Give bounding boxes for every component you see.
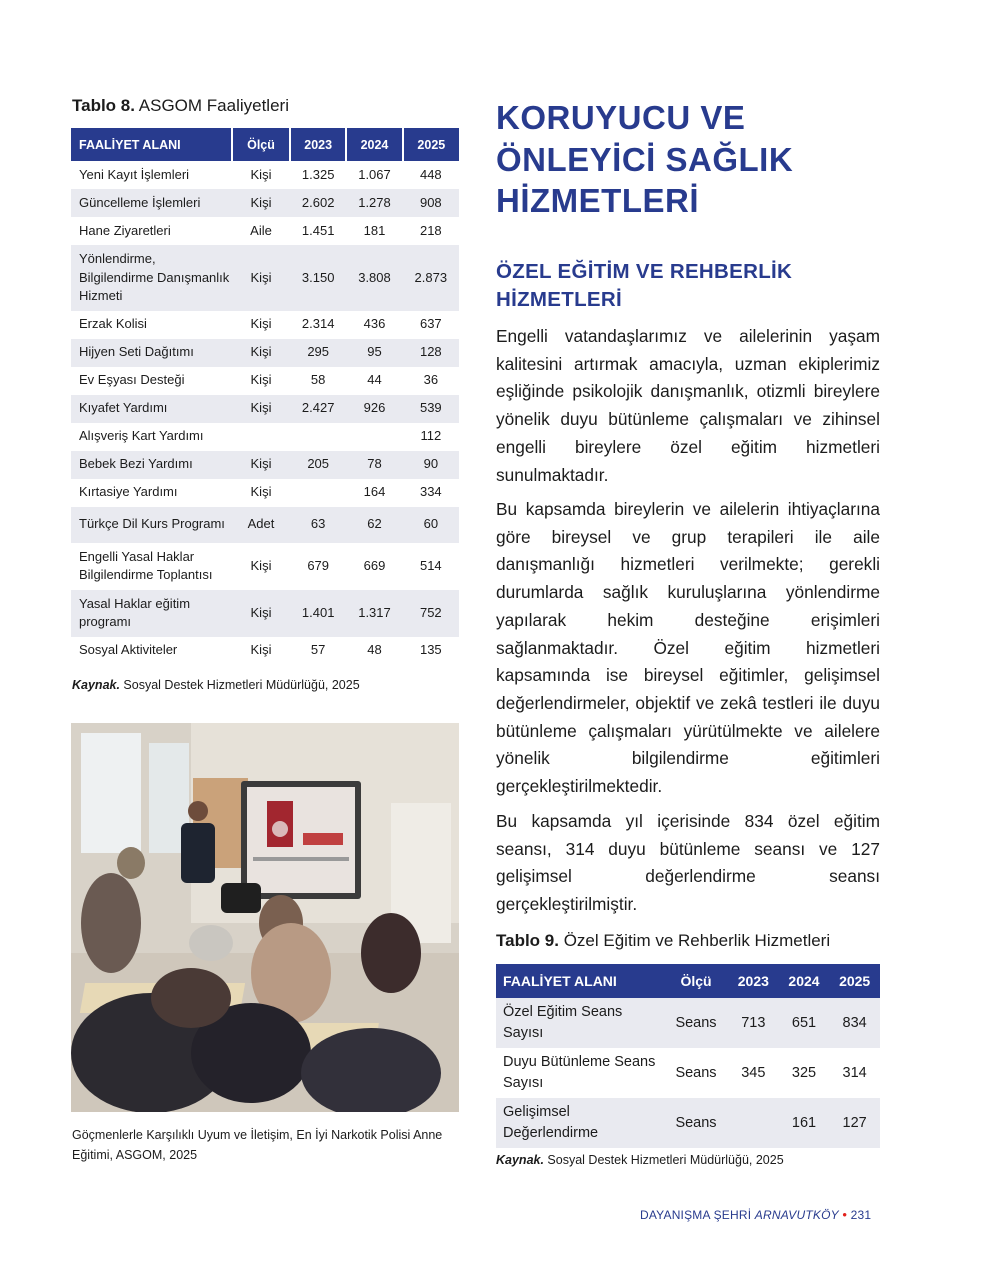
table-row: Yasal Haklar eğitim programı Kişi 1.401 1.317 752 <box>71 590 459 637</box>
paragraph-3: Bu kapsamda yıl içerisinde 834 özel eğitim seansı, 314 duyu bütünleme seansı ve 127 gelişimsel değerlendirme seansı gerçekleştirilmiştir. <box>496 811 880 915</box>
table-row: Ev Eşyası Desteği Kişi 58 44 36 <box>79 372 439 388</box>
header-unit: Ölçü <box>664 964 728 998</box>
table-row: Türkçe Dil Kurs Programı Adet 63 62 60 <box>71 507 459 543</box>
table-row: Kırtasiye Yardımı Kişi 164 334 <box>79 484 442 500</box>
table-row: Hane Ziyaretleri Aile 1.451 181 218 <box>79 222 442 238</box>
section-subheading: ÖZEL EĞİTİM VE REHBERLİK HİZMETLERİ <box>496 260 793 311</box>
table9-source: Kaynak. Sosyal Destek Hizmetleri Müdürlüğü, 2025 <box>496 1153 784 1167</box>
asgom-activities-table <box>71 128 459 665</box>
table-header-row <box>496 964 880 998</box>
header-activity: FAALİYET ALANI <box>496 964 664 998</box>
header-2024: 2024 <box>346 128 402 161</box>
table8-source: Kaynak. Sosyal Destek Hizmetleri Müdürlüğü, 2025 <box>72 678 360 692</box>
table-row: Yönlendirme, Bilgilendirme Danışmanlık Hizmeti Kişi 3.150 3.808 2.873 <box>71 245 459 311</box>
header-unit: Ölçü <box>232 128 290 161</box>
header-2023: 2023 <box>290 128 346 161</box>
photo-caption: Göçmenlerle Karşılıklı Uyum ve İletişim, En İyi Narkotik Polisi Anne Eğitimi, ASGOM, 2025 <box>72 1128 443 1162</box>
table-row: Kıyafet Yardımı Kişi 2.427 926 539 <box>71 395 459 423</box>
header-2025: 2025 <box>829 964 880 998</box>
table-row: Özel Eğitim Seans Sayısı Seans 713 651 834 <box>496 998 880 1048</box>
table-row: Duyu Bütünleme Seans Sayısı Seans 345 325 314 <box>503 1054 867 1091</box>
table-row: Bebek Bezi Yardımı Kişi 205 78 90 <box>71 451 459 479</box>
special-education-table <box>496 964 880 1148</box>
table-row: Yeni Kayıt İşlemleri Kişi 1.325 1.067 448 <box>79 166 442 182</box>
header-2025: 2025 <box>403 128 459 161</box>
table-row: Gelişimsel Değerlendirme Seans 161 127 <box>496 1098 880 1148</box>
table-row: Güncelleme İşlemleri Kişi 2.602 1.278 908 <box>71 189 459 217</box>
classroom-photo <box>71 723 459 1112</box>
header-2023: 2023 <box>728 964 779 998</box>
section-heading: KORUYUCU VE ÖNLEYİCİ SAĞLIK HİZMETLERİ <box>496 99 794 219</box>
page-footer: DAYANIŞMA ŞEHRİ ARNAVUTKÖY • 231 <box>640 1207 872 1222</box>
table9-caption: Tablo 9. Özel Eğitim ve Rehberlik Hizmetleri <box>496 931 831 950</box>
header-activity: FAALİYET ALANI <box>71 128 232 161</box>
table-row: Engelli Yasal Haklar Bilgilendirme Toplantısı Kişi 679 669 514 <box>79 548 442 582</box>
table8-caption: Tablo 8. ASGOM Faaliyetleri <box>72 96 289 115</box>
table-header-row <box>71 128 459 161</box>
table-row: Hijyen Seti Dağıtımı Kişi 295 95 128 <box>71 339 459 367</box>
paragraph-1: Engelli vatandaşlarımız ve ailelerinin yaşam kalitesini artırmak amacıyla, uzman ekiplerimiz eşliğinde psikolojik danışmanlık, otizmli bireylere yönelik duyu bütünleme çalışmaları ve zihinsel engelli bireylere özel eğitim hizmetleri sunulmaktadır. <box>496 326 880 485</box>
paragraph-2: Bu kapsamda bireylerin ve ailelerin ihtiyaçlarına göre bireysel ve grup terapileri ile aile danışmanlığı hizmetleri verilmekte; gerekli durumlarda sağlık kuruluşlarına yönlendirme yapılarak hekim desteğine erişimleri sağlanmaktadır. Özel eğitim hizmetleri kapsamında ise bireysel eğitimler, gelişimsel değerlendirmeler, objektif ve zekâ testleri ile duyu bütünleme çalışmaları yürütülmekte ve ailelere yönelik bilgilendirme eğitimleri gerçekleştirilmektedir. <box>496 499 880 797</box>
table-row: Sosyal Aktiviteler Kişi 57 48 135 <box>79 642 442 658</box>
page-number: 231 <box>850 1208 872 1222</box>
table-row: Erzak Kolisi Kişi 2.314 436 637 <box>79 316 442 332</box>
header-2024: 2024 <box>779 964 830 998</box>
bullet-icon: • <box>842 1207 848 1222</box>
table-row: Alışveriş Kart Yardımı 112 <box>79 428 442 444</box>
